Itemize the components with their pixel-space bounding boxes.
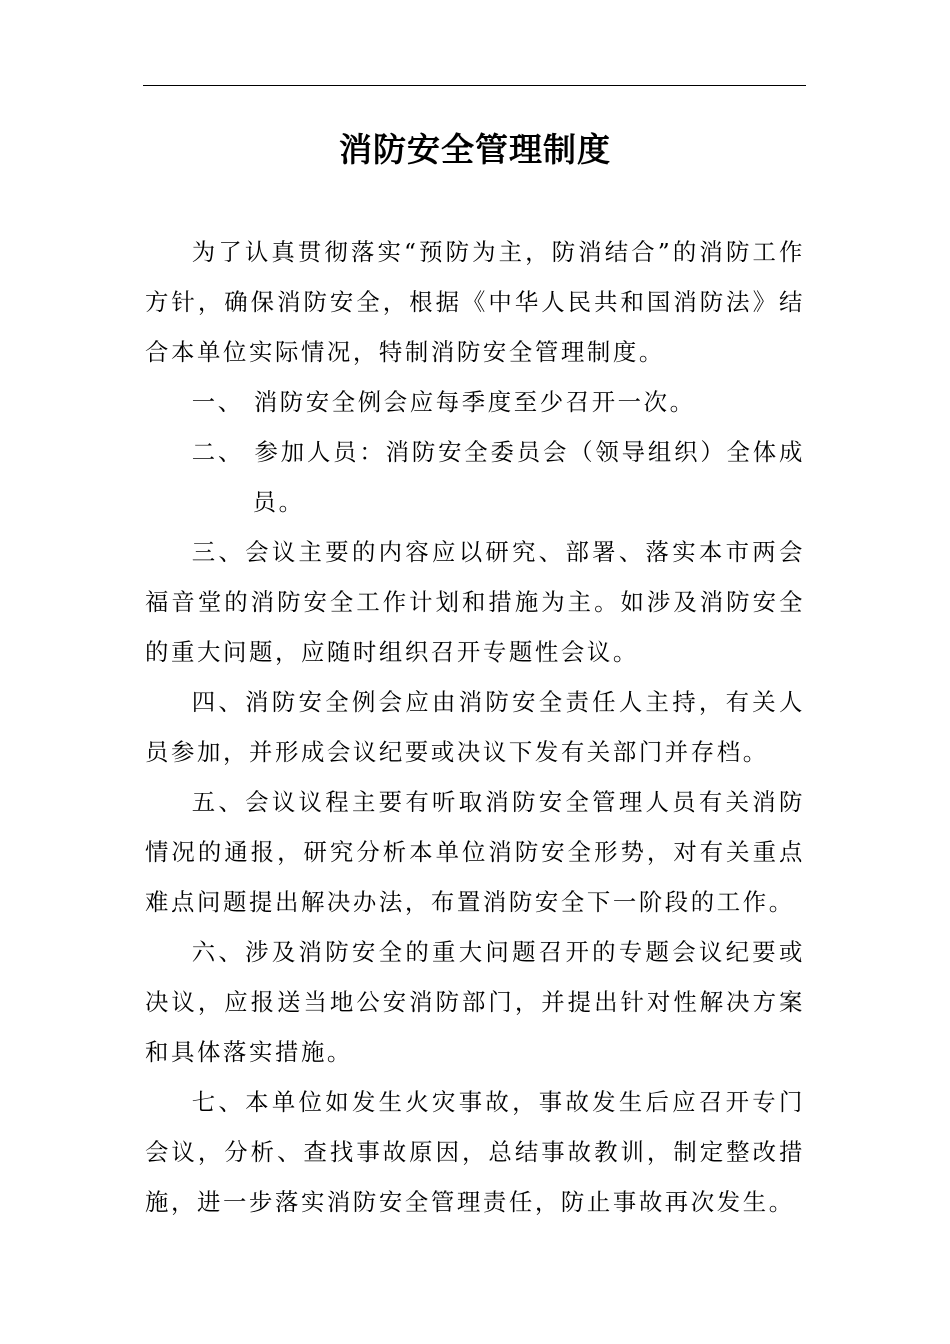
document-title: 消防安全管理制度 [339, 130, 611, 169]
rule-item-3: 三、会议主要的内容应以研究、部署、落实本市两会福音堂的消防安全工作计划和措施为主。如涉及消防安全的重大问题，应随时组织召开专题性会议。 [145, 538, 805, 666]
rule-item-4: 四、消防安全例会应由消防安全责任人主持，有关人员参加，并形成会议纪要或决议下发有关部门并存档。 [145, 688, 805, 766]
rule-item-1: 一、 消防安全例会应每季度至少召开一次。 [191, 388, 696, 416]
rule-item-5: 五、会议议程主要有听取消防安全管理人员有关消防情况的通报，研究分析本单位消防安全形势，对有关重点难点问题提出解决办法，布置消防安全下一阶段的工作。 [145, 788, 805, 916]
rule-item-6: 六、涉及消防安全的重大问题召开的专题会议纪要或决议，应报送当地公安消防部门，并提出针对性解决方案和具体落实措施。 [145, 938, 805, 1066]
intro-paragraph: 为了认真贯彻落实“预防为主，防消结合”的消防工作方针，确保消防安全，根据《中华人民共和国消防法》结合本单位实际情况，特制消防安全管理制度。 [145, 238, 805, 366]
header-rule [143, 85, 806, 86]
rule-item-7: 七、本单位如发生火灾事故，事故发生后应召开专门会议，分析、查找事故原因，总结事故教训，制定整改措施，进一步落实消防安全管理责任，防止事故再次发生。 [145, 1088, 805, 1216]
rule-item-2: 二、 参加人员：消防安全委员会（领导组织）全体成员。 [191, 438, 805, 516]
document-body [145, 227, 805, 1227]
